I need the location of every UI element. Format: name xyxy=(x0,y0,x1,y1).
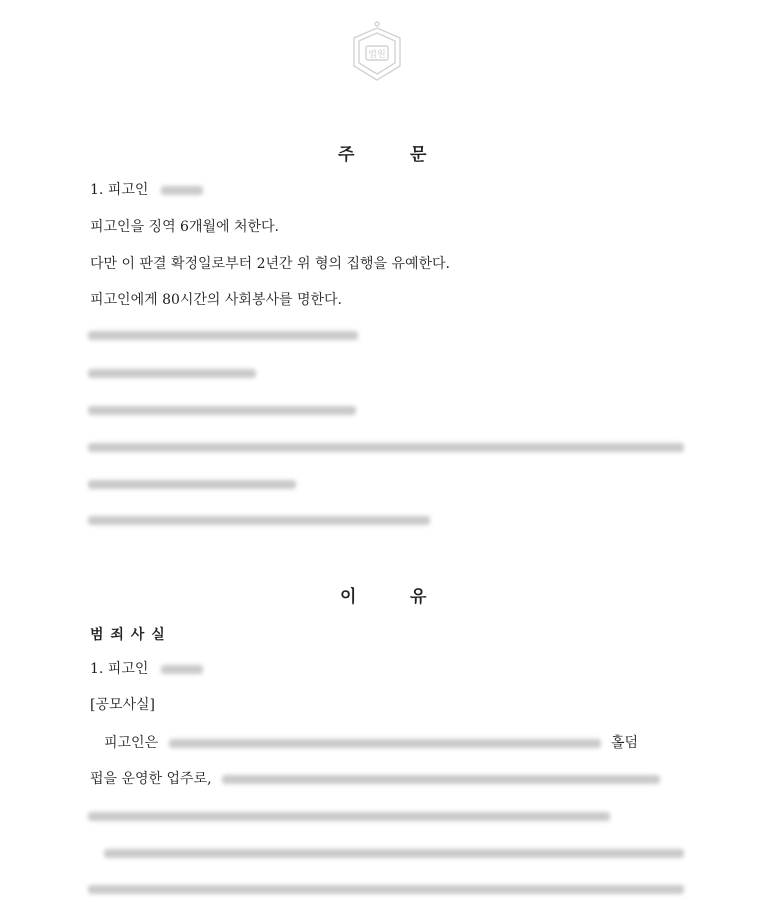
facts-para-start: 피고인은 xyxy=(104,735,159,751)
order-line-3: 피고인에게 80시간의 사회봉사를 명한다. xyxy=(90,292,342,308)
redacted-line xyxy=(88,400,362,420)
order-defendant-label: 1. 피고인 xyxy=(90,182,149,198)
conspiracy-label: [공모사실] xyxy=(90,697,156,713)
redacted-line xyxy=(88,437,690,457)
reasons-title-left: 이 xyxy=(340,587,357,607)
facts-paragraph-line-2 xyxy=(90,769,666,789)
order-defendant-line xyxy=(90,180,209,200)
order-line-2: 다만 이 판결 확정일로부터 2년간 위 형의 집행을 유예한다. xyxy=(90,256,451,272)
order-title-right: 문 xyxy=(410,145,427,165)
order-title-left: 주 xyxy=(338,145,355,165)
court-seal-logo xyxy=(348,18,406,86)
facts-line2-start: 펍을 운영한 업주로, xyxy=(90,771,212,787)
reasons-defendant-line xyxy=(90,659,209,679)
redacted-line xyxy=(88,510,436,530)
order-line-1: 피고인을 징역 6개월에 처한다. xyxy=(90,219,279,235)
redacted-text xyxy=(169,739,601,748)
reasons-title-right: 유 xyxy=(410,587,427,607)
seal-dot xyxy=(375,22,379,26)
redacted-line xyxy=(88,806,616,826)
redacted-text xyxy=(222,775,660,784)
reasons-defendant-label: 1. 피고인 xyxy=(90,661,149,677)
redacted-line xyxy=(88,363,262,383)
redacted-line xyxy=(104,843,690,863)
redacted-line xyxy=(88,879,690,899)
redacted-line xyxy=(88,325,364,345)
facts-para-end: 홀덤 xyxy=(611,735,639,751)
seal-lettering: 법원 xyxy=(368,50,386,60)
redacted-name xyxy=(161,186,203,195)
redacted-line xyxy=(88,474,302,494)
redacted-name xyxy=(161,665,203,674)
facts-paragraph-line-1 xyxy=(104,733,638,753)
crime-facts-heading: 범 죄 사 실 xyxy=(90,627,166,643)
